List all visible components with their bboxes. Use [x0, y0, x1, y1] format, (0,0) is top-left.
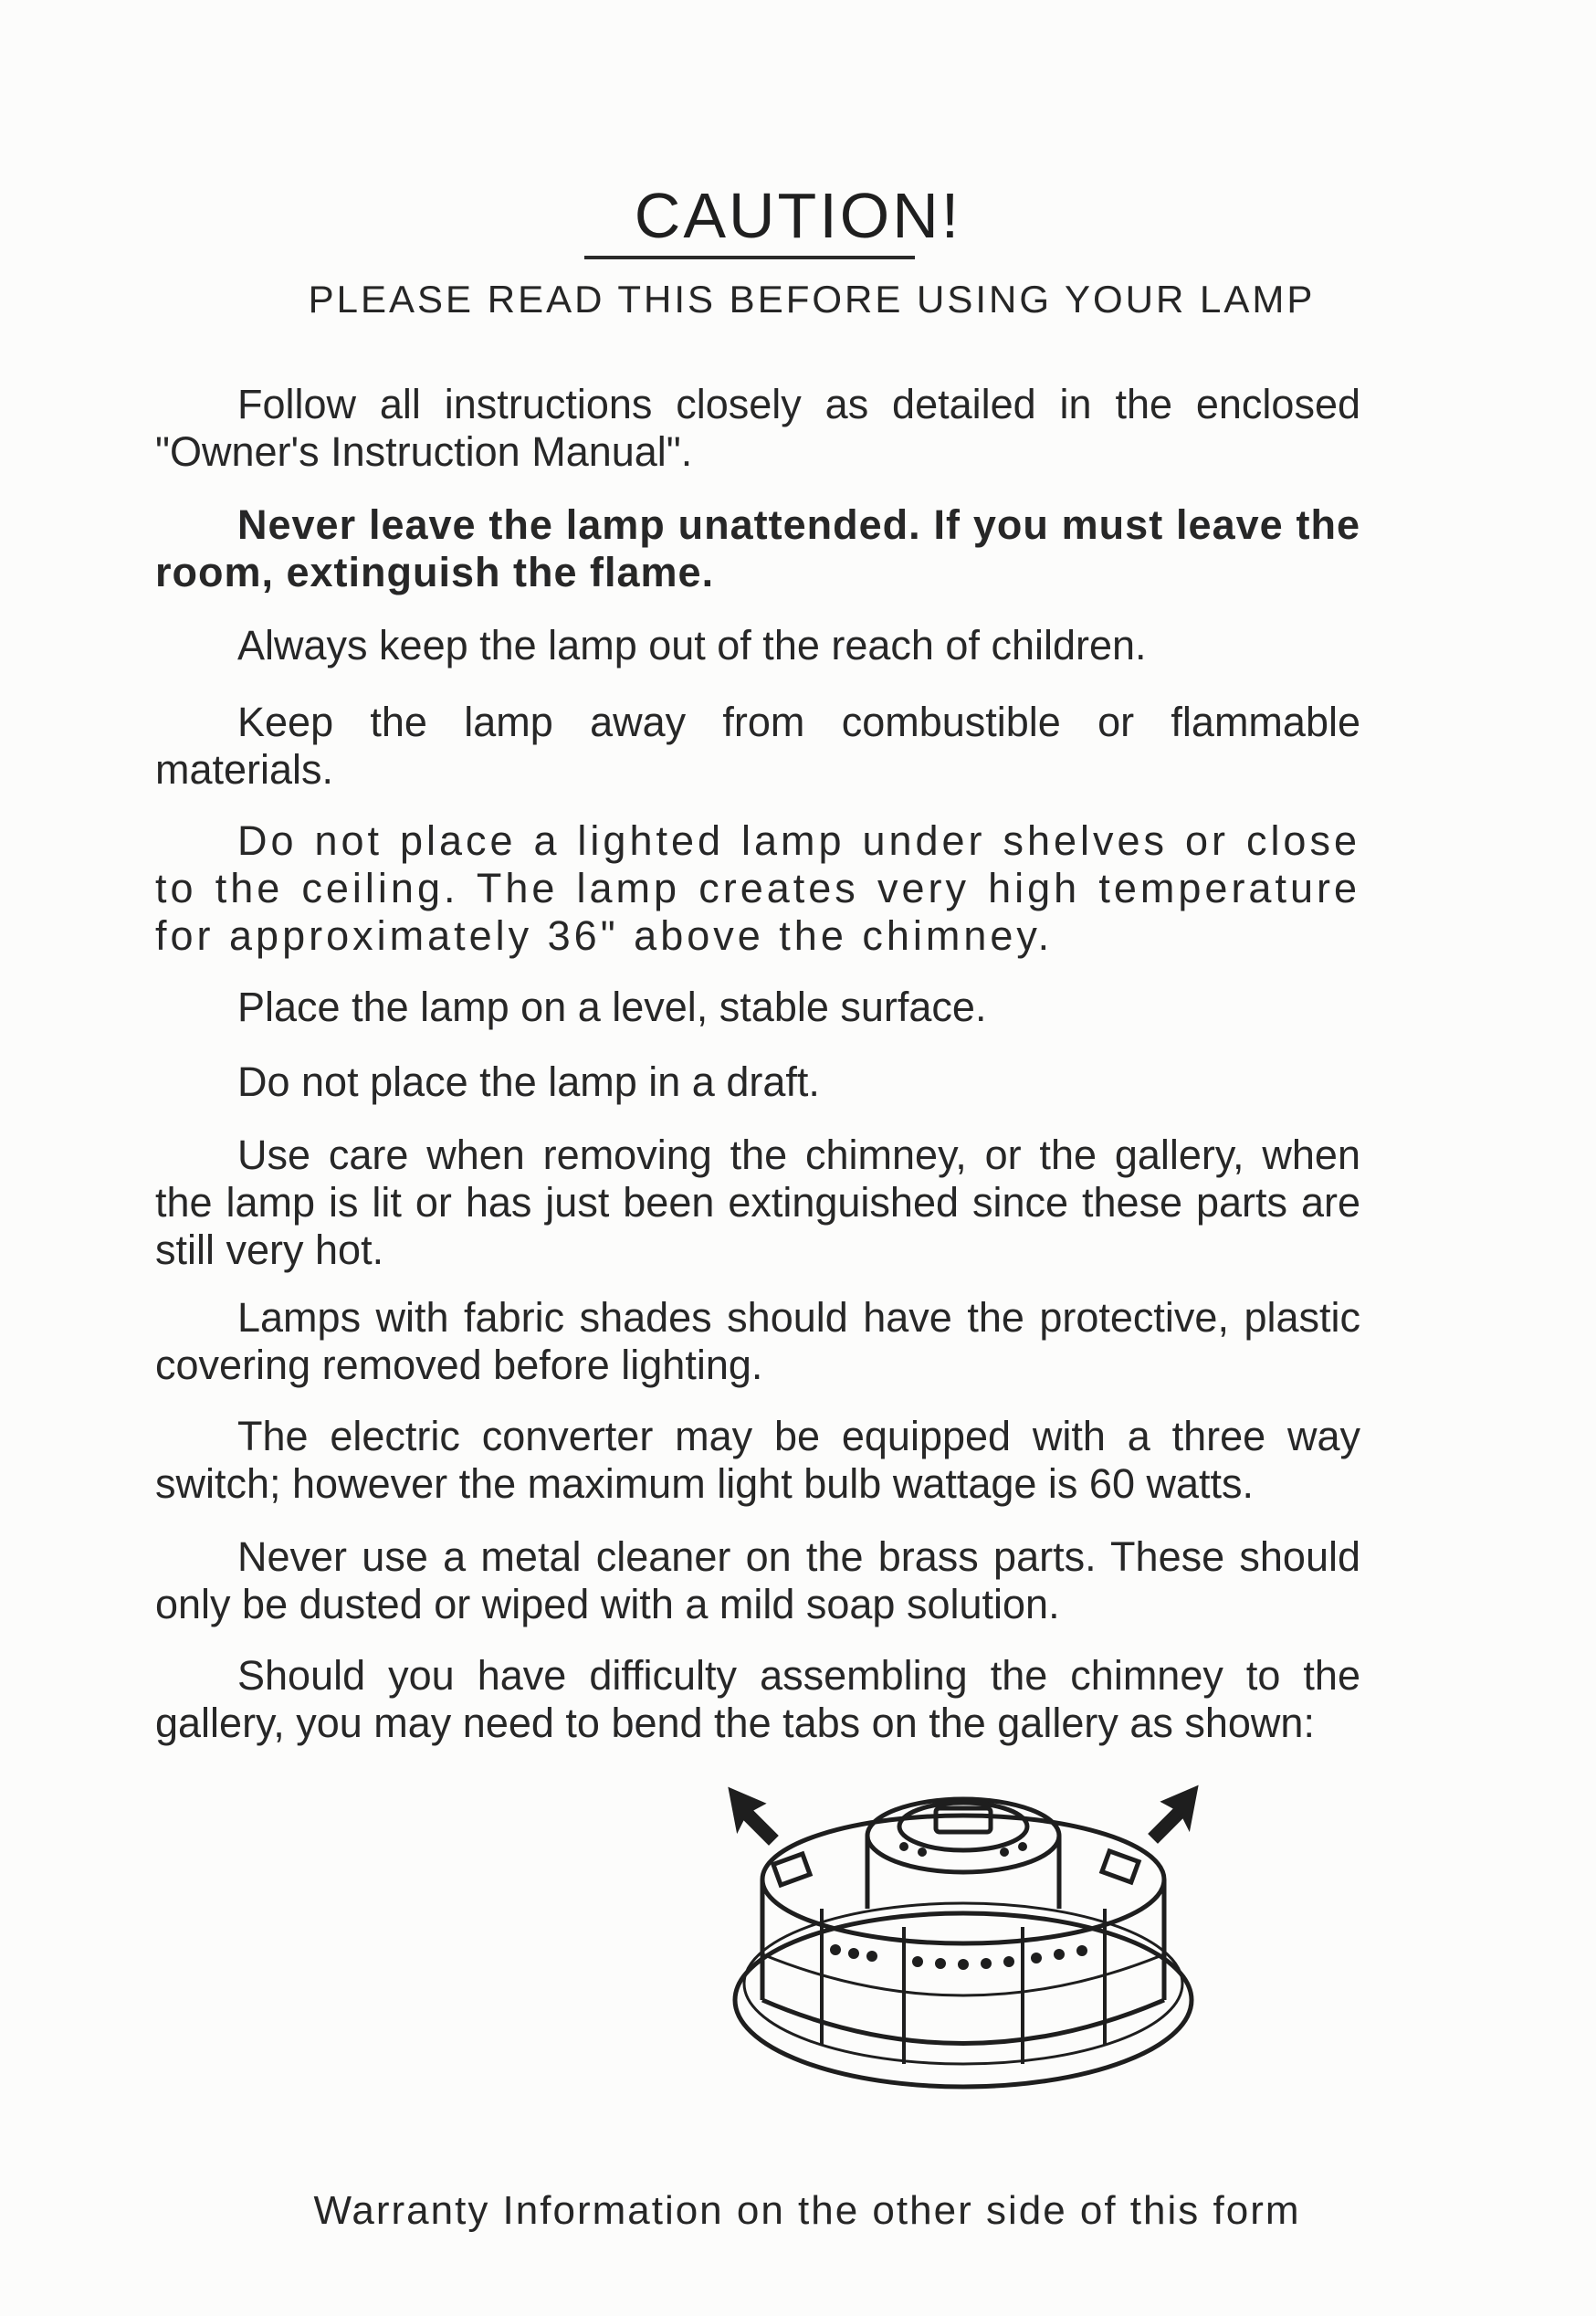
paragraph-hot-parts: Use care when removing the chimney, or the gallery, when the lamp is lit or has just been extinguished since these parts are still very hot.: [155, 1132, 1360, 1273]
paragraph-shelves-ceiling: Do not place a lighted lamp under shelves or close to the ceiling. The lamp creates very high temperature for approximately 36" above the chimney.: [155, 817, 1360, 959]
paragraph-fabric-shades: Lamps with fabric shades should have the protective, plastic covering removed before lighting.: [155, 1294, 1360, 1388]
paragraph-draft: Do not place the lamp in a draft.: [237, 1058, 820, 1105]
warranty-footer: Warranty Information on the other side of this form: [313, 2188, 1301, 2233]
paragraph-electric-converter: The electric converter may be equipped with a three way switch; however the maximum light bulb wattage is 60 watts.: [155, 1413, 1360, 1507]
paragraph-metal-cleaner: Never use a metal cleaner on the brass parts. These should only be dusted or wiped with a mild soap solution.: [155, 1533, 1360, 1627]
paragraph-children: Always keep the lamp out of the reach of children.: [237, 622, 1147, 668]
paragraph-instructions: Follow all instructions closely as detailed in the enclosed "Owner's Instruction Manual".: [155, 381, 1360, 475]
title-underline: [584, 256, 915, 259]
paragraph-level-surface: Place the lamp on a level, stable surface.: [237, 984, 987, 1030]
page-title: CAUTION!: [634, 180, 962, 251]
paragraph-unattended-warning: Never leave the lamp unattended. If you must leave the room, extinguish the flame.: [155, 501, 1360, 595]
paragraph-gallery-tabs: Should you have difficulty assembling the chimney to the gallery, you may need to bend the tabs on the gallery as shown:: [155, 1652, 1360, 1746]
gallery-tabs-illustration: [721, 1772, 1205, 2137]
paragraph-combustibles: Keep the lamp away from combustible or flammable materials.: [155, 699, 1360, 793]
subtitle: PLEASE READ THIS BEFORE USING YOUR LAMP: [308, 278, 1316, 321]
